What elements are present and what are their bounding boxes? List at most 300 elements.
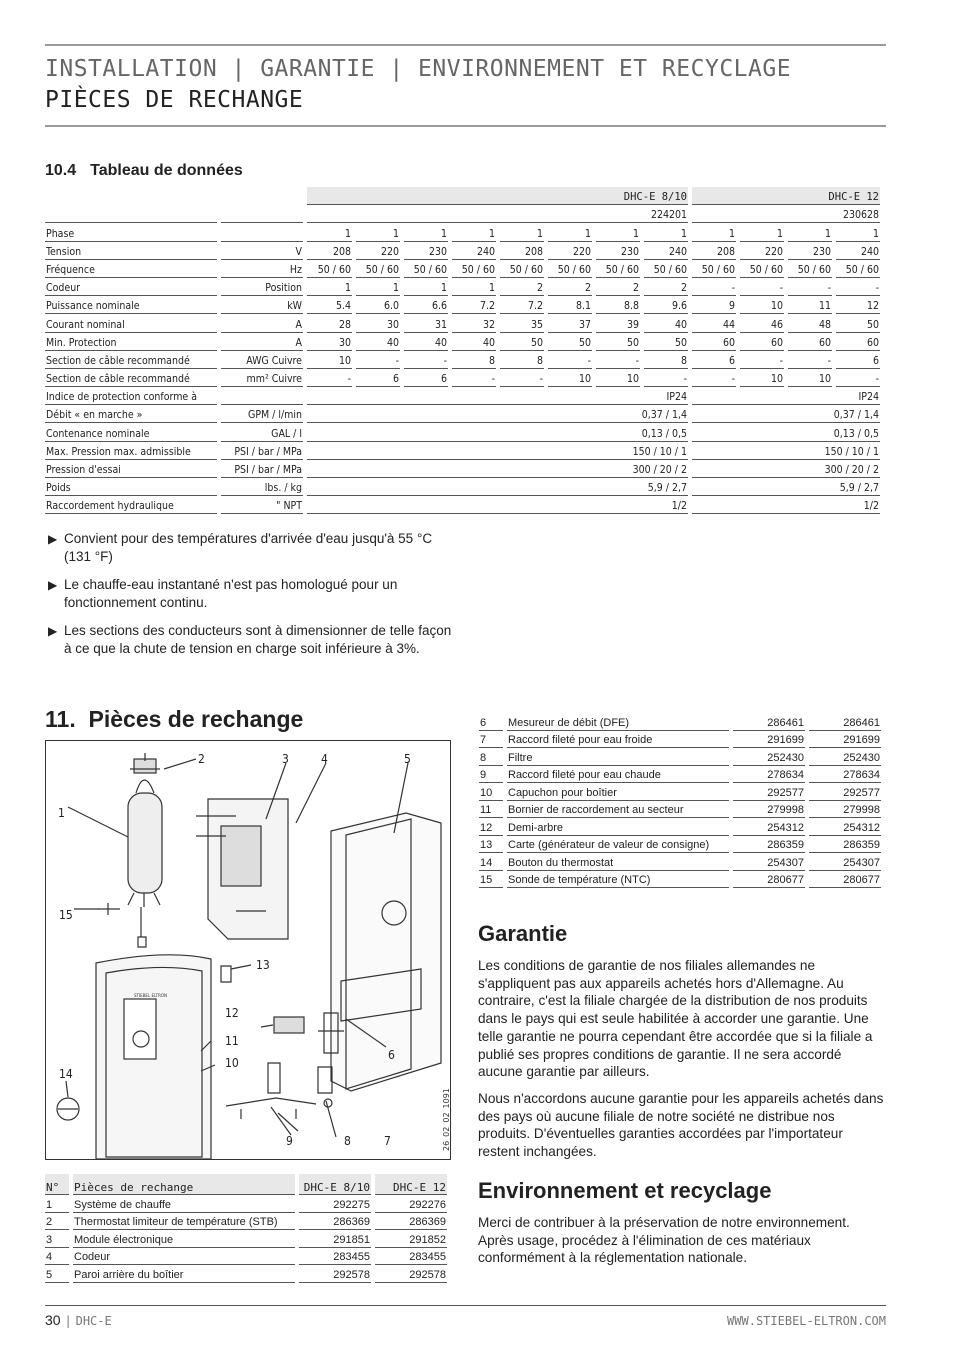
callout-3: 3 bbox=[282, 752, 289, 766]
device-brand-label: STIEBEL ELTRON bbox=[134, 993, 168, 998]
row-value: 0,37 / 1,4 bbox=[692, 405, 880, 423]
row-label: Indice de protection conforme à bbox=[45, 387, 217, 405]
part-name: Thermostat limiteur de température (STB) bbox=[73, 1213, 295, 1231]
callout-10: 10 bbox=[225, 1056, 239, 1070]
parts-row bbox=[45, 1195, 447, 1213]
part-ref-model-2: 280677 bbox=[809, 871, 881, 889]
part-ref-model-2: 286359 bbox=[809, 836, 881, 854]
row-value: - bbox=[692, 369, 736, 387]
row-label: Pression d'essai bbox=[45, 460, 217, 478]
model-name-row bbox=[45, 187, 880, 205]
row-value: 1 bbox=[404, 278, 448, 296]
row-value: 2 bbox=[548, 278, 592, 296]
callout-1: 1 bbox=[58, 806, 65, 820]
row-unit: " NPT bbox=[221, 496, 303, 514]
row-label: Phase bbox=[45, 223, 217, 241]
row-label: Section de câble recommandé bbox=[45, 369, 217, 387]
part-ref-model-2: 254312 bbox=[809, 818, 881, 836]
row-value: 150 / 10 / 1 bbox=[307, 442, 688, 460]
row-value: 1 bbox=[692, 223, 736, 241]
part-ref-model-1: 292577 bbox=[733, 783, 805, 801]
part-name: Système de chauffe bbox=[73, 1195, 295, 1213]
row-label: Codeur bbox=[45, 278, 217, 296]
row-value: 1 bbox=[644, 223, 688, 241]
data-row bbox=[45, 242, 880, 260]
part-ref-model-2: 283455 bbox=[375, 1248, 447, 1266]
footer-url: WWW.STIEBEL-ELTRON.COM bbox=[727, 1314, 886, 1328]
row-unit: GAL / l bbox=[221, 423, 303, 441]
row-value: 48 bbox=[788, 314, 832, 332]
exploded-view-figure bbox=[45, 740, 451, 1160]
part-ref-model-2: 252430 bbox=[809, 748, 881, 766]
part-number: 2 bbox=[45, 1213, 69, 1231]
note-item: ▶ Le chauffe-eau instantané n'est pas homologué pour un fonctionnement continu. bbox=[48, 577, 398, 610]
garantie-title: Garantie bbox=[478, 921, 568, 946]
part-name: Bornier de raccordement au secteur bbox=[507, 801, 729, 819]
row-unit: AWG Cuivre bbox=[221, 351, 303, 369]
model-code-1: 224201 bbox=[307, 205, 688, 223]
part-number: 7 bbox=[479, 731, 503, 749]
part-ref-model-1: 286461 bbox=[733, 713, 805, 731]
note-item: ▶ Les sections des conducteurs sont à dimensionner de telle façon à ce que la chute de tension en charge soit inférieure à 3%. bbox=[48, 623, 452, 656]
row-value: 1 bbox=[788, 223, 832, 241]
part-ref-model-1: 254312 bbox=[733, 818, 805, 836]
part-ref-model-1: 283455 bbox=[299, 1248, 371, 1266]
row-value: 50 bbox=[596, 333, 640, 351]
row-value: 1 bbox=[740, 223, 784, 241]
parts-row bbox=[479, 731, 881, 749]
row-value: 1 bbox=[500, 223, 544, 241]
data-row bbox=[45, 423, 880, 441]
row-value: 50 / 60 bbox=[548, 260, 592, 278]
row-value: 11 bbox=[788, 296, 832, 314]
parts-row bbox=[45, 1213, 447, 1231]
parts-row bbox=[479, 836, 881, 854]
row-value: - bbox=[740, 278, 784, 296]
row-value: 10 bbox=[307, 351, 352, 369]
row-value: 10 bbox=[788, 369, 832, 387]
callout-11: 11 bbox=[225, 1034, 239, 1048]
row-value: 50 / 60 bbox=[307, 260, 352, 278]
row-value: 50 bbox=[644, 333, 688, 351]
part-name: Capuchon pour boîtier bbox=[507, 783, 729, 801]
row-value: 50 / 60 bbox=[740, 260, 784, 278]
row-value: 40 bbox=[356, 333, 400, 351]
data-row bbox=[45, 387, 880, 405]
parts-row bbox=[479, 713, 881, 731]
part-number: 8 bbox=[479, 748, 503, 766]
row-value: 6 bbox=[836, 351, 880, 369]
data-row bbox=[45, 223, 880, 241]
row-value: - bbox=[740, 351, 784, 369]
part-ref-model-1: 278634 bbox=[733, 766, 805, 784]
row-value: 1/2 bbox=[307, 496, 688, 514]
row-value: 1 bbox=[548, 223, 592, 241]
header-chapter-line: INSTALLATION | GARANTIE | ENVIRONNEMENT ET RECYCLAGE bbox=[45, 56, 792, 82]
part-ref-model-1: 279998 bbox=[733, 801, 805, 819]
row-value: 1 bbox=[356, 278, 400, 296]
row-unit: PSI / bar / MPa bbox=[221, 460, 303, 478]
row-value: 220 bbox=[356, 242, 400, 260]
part-number: 1 bbox=[45, 1195, 69, 1213]
bullet-arrow-icon: ▶ bbox=[48, 532, 58, 546]
row-value: 8 bbox=[452, 351, 496, 369]
row-value: - bbox=[788, 351, 832, 369]
callout-5: 5 bbox=[404, 752, 411, 766]
callout-9: 9 bbox=[286, 1134, 293, 1148]
data-row bbox=[45, 442, 880, 460]
row-value: 5,9 / 2,7 bbox=[307, 478, 688, 496]
row-value: - bbox=[692, 278, 736, 296]
header-top-rule bbox=[45, 44, 886, 46]
environnement-text bbox=[478, 1214, 888, 1276]
part-ref-model-1: 252430 bbox=[733, 748, 805, 766]
row-value: 37 bbox=[548, 314, 592, 332]
notes-list bbox=[48, 530, 458, 668]
part-ref-model-1: 292275 bbox=[299, 1195, 371, 1213]
row-value: 10 bbox=[596, 369, 640, 387]
garantie-text bbox=[478, 957, 888, 1170]
row-value: 2 bbox=[596, 278, 640, 296]
footer-page-info bbox=[45, 1312, 112, 1328]
note-item: ▶ Convient pour des températures d'arrivée d'eau jusqu'à 55 °C (131 °F) bbox=[48, 531, 433, 564]
row-value: 46 bbox=[740, 314, 784, 332]
row-unit: lbs. / kg bbox=[221, 478, 303, 496]
row-value: 39 bbox=[596, 314, 640, 332]
parts-row bbox=[479, 801, 881, 819]
header-section-line: PIÈCES DE RECHANGE bbox=[45, 87, 304, 113]
part-ref-model-2: 278634 bbox=[809, 766, 881, 784]
parts-row bbox=[479, 748, 881, 766]
row-value: 40 bbox=[644, 314, 688, 332]
parts-row bbox=[479, 783, 881, 801]
row-value: 32 bbox=[452, 314, 496, 332]
row-unit: V bbox=[221, 242, 303, 260]
row-value: 1 bbox=[307, 278, 352, 296]
callout-12: 12 bbox=[225, 1006, 239, 1020]
row-value: 28 bbox=[307, 314, 352, 332]
row-unit: Position bbox=[221, 278, 303, 296]
part-ref-model-2: 286461 bbox=[809, 713, 881, 731]
row-value: 220 bbox=[740, 242, 784, 260]
parts-row bbox=[479, 853, 881, 871]
row-value: 40 bbox=[404, 333, 448, 351]
part-number: 10 bbox=[479, 783, 503, 801]
part-number: 9 bbox=[479, 766, 503, 784]
row-value: - bbox=[788, 278, 832, 296]
bullet-arrow-icon: ▶ bbox=[48, 578, 58, 592]
row-value: 30 bbox=[307, 333, 352, 351]
row-value: 9.6 bbox=[644, 296, 688, 314]
part-number: 3 bbox=[45, 1230, 69, 1248]
row-value: 6.0 bbox=[356, 296, 400, 314]
data-table bbox=[41, 187, 884, 514]
garantie-paragraph-1: Les conditions de garantie de nos filiales allemandes ne s'appliquent pas aux appareils achetés hors d'Allemagne. Au contraire, c'est la filiale chargée de la distribution de nos produits dans le pays qui est seule habilitée à accorder une garantie. Une telle garantie ne pourra cependant être accordée que si la filiale a publié ses propres conditions de garantie. Il ne sera accordé aucune garantie par ailleurs. bbox=[478, 958, 873, 1080]
row-value: 31 bbox=[404, 314, 448, 332]
row-value: 300 / 20 / 2 bbox=[692, 460, 880, 478]
header-model-2: DHC-E 12 bbox=[375, 1174, 447, 1195]
callout-7: 7 bbox=[384, 1134, 391, 1148]
data-row bbox=[45, 296, 880, 314]
part-name: Carte (générateur de valeur de consigne) bbox=[507, 836, 729, 854]
row-value: 8.1 bbox=[548, 296, 592, 314]
row-value: 1 bbox=[596, 223, 640, 241]
row-value: 6 bbox=[692, 351, 736, 369]
part-ref-model-2: 291699 bbox=[809, 731, 881, 749]
row-value: 6 bbox=[356, 369, 400, 387]
row-unit: GPM / l/min bbox=[221, 405, 303, 423]
callout-6: 6 bbox=[388, 1048, 395, 1062]
row-value: 10 bbox=[548, 369, 592, 387]
data-row bbox=[45, 351, 880, 369]
row-value: 5.4 bbox=[307, 296, 352, 314]
part-ref-model-1: 291699 bbox=[733, 731, 805, 749]
part-ref-model-1: 254307 bbox=[733, 853, 805, 871]
part-ref-model-1: 280677 bbox=[733, 871, 805, 889]
blank-cell bbox=[221, 187, 303, 205]
row-value: 0,13 / 0,5 bbox=[307, 423, 688, 441]
row-value: - bbox=[307, 369, 352, 387]
exploded-view-drawing bbox=[46, 741, 450, 1159]
row-value: 2 bbox=[644, 278, 688, 296]
row-value: 1 bbox=[452, 278, 496, 296]
callout-4: 4 bbox=[321, 752, 328, 766]
part-name: Paroi arrière du boîtier bbox=[73, 1265, 295, 1283]
parts-table-right bbox=[475, 713, 885, 888]
callout-14: 14 bbox=[59, 1067, 73, 1081]
part-number: 15 bbox=[479, 871, 503, 889]
row-unit: mm² Cuivre bbox=[221, 369, 303, 387]
row-value: 1 bbox=[404, 223, 448, 241]
blank-cell bbox=[221, 205, 303, 223]
row-label: Contenance nominale bbox=[45, 423, 217, 441]
row-value: 300 / 20 / 2 bbox=[307, 460, 688, 478]
part-number: 12 bbox=[479, 818, 503, 836]
row-value: - bbox=[836, 369, 880, 387]
row-value: 40 bbox=[452, 333, 496, 351]
row-value: 2 bbox=[500, 278, 544, 296]
row-unit: PSI / bar / MPa bbox=[221, 442, 303, 460]
row-label: Section de câble recommandé bbox=[45, 351, 217, 369]
part-name: Raccord fileté pour eau chaude bbox=[507, 766, 729, 784]
row-value: 50 / 60 bbox=[452, 260, 496, 278]
part-number: 6 bbox=[479, 713, 503, 731]
row-value: 50 / 60 bbox=[788, 260, 832, 278]
row-label: Débit « en marche » bbox=[45, 405, 217, 423]
row-value: 50 bbox=[500, 333, 544, 351]
row-unit: A bbox=[221, 314, 303, 332]
part-name: Mesureur de débit (DFE) bbox=[507, 713, 729, 731]
part-name: Module électronique bbox=[73, 1230, 295, 1248]
row-value: 8 bbox=[644, 351, 688, 369]
section-10-4-title: 10.4 Tableau de données bbox=[45, 162, 243, 179]
parts-row bbox=[45, 1265, 447, 1283]
row-value: 50 / 60 bbox=[404, 260, 448, 278]
data-row bbox=[45, 478, 880, 496]
row-value: 50 / 60 bbox=[356, 260, 400, 278]
footer-separator: | bbox=[64, 1314, 72, 1328]
row-value: 208 bbox=[500, 242, 544, 260]
data-row bbox=[45, 260, 880, 278]
row-value: 10 bbox=[740, 369, 784, 387]
row-value: IP24 bbox=[692, 387, 880, 405]
footer-model: DHC-E bbox=[75, 1314, 112, 1328]
part-ref-model-2: 292276 bbox=[375, 1195, 447, 1213]
parts-row bbox=[479, 871, 881, 889]
row-value: - bbox=[404, 351, 448, 369]
row-label: Poids bbox=[45, 478, 217, 496]
row-value: 1 bbox=[836, 223, 880, 241]
row-value: 240 bbox=[644, 242, 688, 260]
model-code-2: 230628 bbox=[692, 205, 880, 223]
part-ref-model-1: 292578 bbox=[299, 1265, 371, 1283]
row-label: Tension bbox=[45, 242, 217, 260]
row-value: 8.8 bbox=[596, 296, 640, 314]
environnement-paragraph: Merci de contribuer à la préservation de notre environnement. Après usage, procédez à l'élimination de ces matériaux conformément à la réglementation nationale. bbox=[478, 1215, 850, 1266]
callout-2: 2 bbox=[198, 752, 205, 766]
part-ref-model-2: 286369 bbox=[375, 1213, 447, 1231]
part-name: Sonde de température (NTC) bbox=[507, 871, 729, 889]
parts-row bbox=[45, 1248, 447, 1266]
row-label: Puissance nominale bbox=[45, 296, 217, 314]
model-code-row bbox=[45, 205, 880, 223]
row-label: Raccordement hydraulique bbox=[45, 496, 217, 514]
row-unit: Hz bbox=[221, 260, 303, 278]
row-value: 230 bbox=[404, 242, 448, 260]
row-value: 230 bbox=[596, 242, 640, 260]
row-value: - bbox=[356, 351, 400, 369]
row-value: 1/2 bbox=[692, 496, 880, 514]
row-value: 240 bbox=[836, 242, 880, 260]
data-row bbox=[45, 405, 880, 423]
row-value: 240 bbox=[452, 242, 496, 260]
row-value: 60 bbox=[740, 333, 784, 351]
part-number: 11 bbox=[479, 801, 503, 819]
parts-row bbox=[479, 818, 881, 836]
row-value: - bbox=[500, 369, 544, 387]
row-value: 60 bbox=[692, 333, 736, 351]
part-name: Raccord fileté pour eau froide bbox=[507, 731, 729, 749]
row-value: - bbox=[836, 278, 880, 296]
part-ref-model-1: 286359 bbox=[733, 836, 805, 854]
row-value: 50 / 60 bbox=[692, 260, 736, 278]
part-name: Codeur bbox=[73, 1248, 295, 1266]
part-ref-model-2: 292577 bbox=[809, 783, 881, 801]
data-row bbox=[45, 333, 880, 351]
garantie-paragraph-2: Nous n'accordons aucune garantie pour les appareils achetés dans des pays où aucune filiale de notre société ne distribue nos produits. D'éventuelles garanties accordées par l'importateur restent inchangées. bbox=[478, 1090, 884, 1160]
row-value: 150 / 10 / 1 bbox=[692, 442, 880, 460]
row-value: 208 bbox=[307, 242, 352, 260]
part-number: 13 bbox=[479, 836, 503, 854]
row-label: Courant nominal bbox=[45, 314, 217, 332]
row-value: 50 bbox=[548, 333, 592, 351]
data-row bbox=[45, 496, 880, 514]
row-value: 0,13 / 0,5 bbox=[692, 423, 880, 441]
row-unit bbox=[221, 387, 303, 405]
row-value: 50 bbox=[836, 314, 880, 332]
row-value: 8 bbox=[500, 351, 544, 369]
part-ref-model-1: 291851 bbox=[299, 1230, 371, 1248]
footer-rule bbox=[45, 1305, 886, 1306]
section-11-title: 11. Pièces de rechange bbox=[45, 706, 304, 732]
row-value: 12 bbox=[836, 296, 880, 314]
part-ref-model-2: 279998 bbox=[809, 801, 881, 819]
row-value: 7.2 bbox=[452, 296, 496, 314]
data-row bbox=[45, 369, 880, 387]
part-ref-model-2: 292578 bbox=[375, 1265, 447, 1283]
row-value: IP24 bbox=[307, 387, 688, 405]
row-value: - bbox=[596, 351, 640, 369]
data-row bbox=[45, 314, 880, 332]
part-ref-model-1: 286369 bbox=[299, 1213, 371, 1231]
environnement-title: Environnement et recyclage bbox=[478, 1178, 772, 1203]
header-bottom-rule bbox=[45, 125, 886, 127]
row-unit bbox=[221, 223, 303, 241]
row-value: 10 bbox=[740, 296, 784, 314]
header-model-1: DHC-E 8/10 bbox=[299, 1174, 371, 1195]
row-value: 50 / 60 bbox=[500, 260, 544, 278]
data-row bbox=[45, 460, 880, 478]
row-unit: A bbox=[221, 333, 303, 351]
row-value: 220 bbox=[548, 242, 592, 260]
row-value: 7.2 bbox=[500, 296, 544, 314]
row-value: 60 bbox=[836, 333, 880, 351]
row-label: Fréquence bbox=[45, 260, 217, 278]
row-value: 35 bbox=[500, 314, 544, 332]
blank-cell bbox=[45, 187, 217, 205]
callout-8: 8 bbox=[344, 1134, 351, 1148]
row-value: 9 bbox=[692, 296, 736, 314]
part-number: 5 bbox=[45, 1265, 69, 1283]
callout-15: 15 bbox=[59, 908, 73, 922]
parts-row bbox=[479, 766, 881, 784]
row-value: 44 bbox=[692, 314, 736, 332]
model-name-2: DHC-E 12 bbox=[692, 187, 880, 205]
row-label: Max. Pression max. admissible bbox=[45, 442, 217, 460]
parts-row bbox=[45, 1230, 447, 1248]
callout-13: 13 bbox=[256, 958, 270, 972]
parts-table-header bbox=[45, 1174, 447, 1195]
row-value: 60 bbox=[788, 333, 832, 351]
row-value: 5,9 / 2,7 bbox=[692, 478, 880, 496]
part-name: Filtre bbox=[507, 748, 729, 766]
row-value: - bbox=[548, 351, 592, 369]
row-value: 50 / 60 bbox=[596, 260, 640, 278]
part-number: 4 bbox=[45, 1248, 69, 1266]
bullet-arrow-icon: ▶ bbox=[48, 624, 58, 638]
row-label: Min. Protection bbox=[45, 333, 217, 351]
page-number: 30 bbox=[45, 1312, 61, 1328]
header-no: N° bbox=[45, 1174, 69, 1195]
blank-cell bbox=[45, 205, 217, 223]
row-value: 208 bbox=[692, 242, 736, 260]
parts-table-left bbox=[41, 1174, 451, 1283]
row-value: 1 bbox=[356, 223, 400, 241]
row-value: - bbox=[452, 369, 496, 387]
data-row bbox=[45, 278, 880, 296]
row-value: 0,37 / 1,4 bbox=[307, 405, 688, 423]
part-number: 14 bbox=[479, 853, 503, 871]
row-value: 30 bbox=[356, 314, 400, 332]
row-value: 6.6 bbox=[404, 296, 448, 314]
part-name: Bouton du thermostat bbox=[507, 853, 729, 871]
figure-reference: 26_02_02_1091 bbox=[442, 1088, 451, 1151]
row-value: 1 bbox=[452, 223, 496, 241]
model-name-1: DHC-E 8/10 bbox=[307, 187, 688, 205]
row-unit: kW bbox=[221, 296, 303, 314]
row-value: 230 bbox=[788, 242, 832, 260]
header-name: Pièces de rechange bbox=[73, 1174, 295, 1195]
